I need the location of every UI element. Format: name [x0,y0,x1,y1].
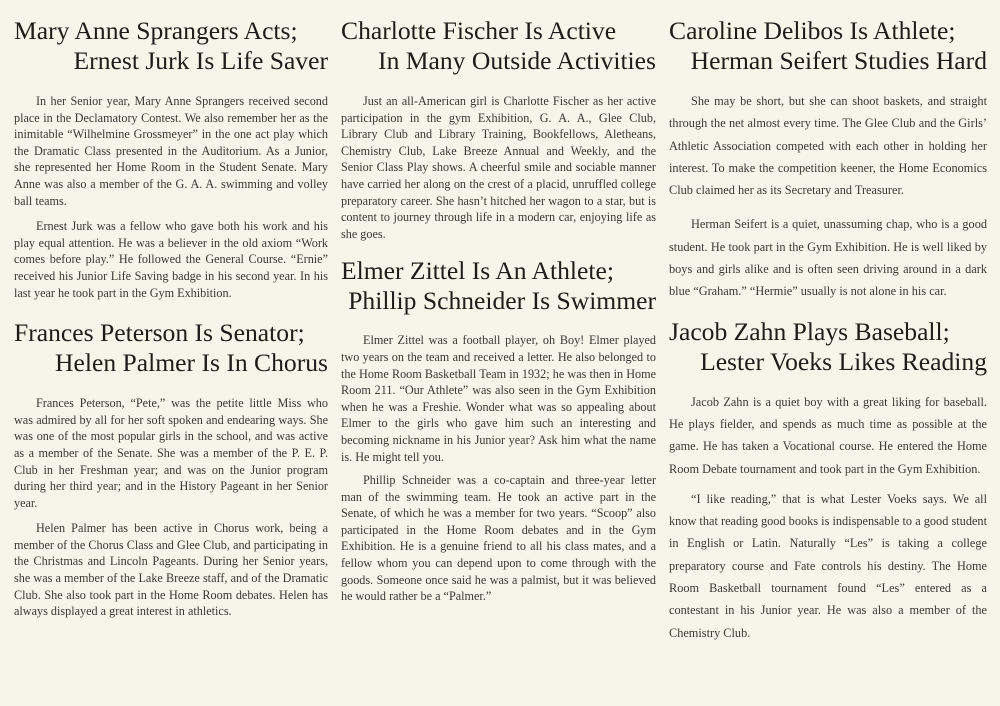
headline [14,16,328,76]
article-fischer [341,16,656,242]
headline-line-2: In Many Outside Activities [378,46,656,75]
paragraph-seifert: Herman Seifert is a quiet, unassuming chap, who is a good student. He took part in the Gym Exhibition. He is well liked by boys and girls alike and is often seen driving around in a dark blue “Graham.” “Hermie” usually is not alone in his car. [669,217,987,299]
headline-line-2: Herman Seifert Studies Hard [690,46,987,75]
paragraph-palmer: Helen Palmer has been active in Chorus work, being a member of the Chorus Class and Glee Club, and participating in the Christmas and Lincoln Pageants. During her Senior years, she was a member of the Lake Breeze staff, and of the Dramatic Club. She also took part in the Home Room debates. Helen has always displayed a great interest in athletics. [14,521,328,619]
column-middle [341,16,656,605]
headline-line-1: Charlotte Fischer Is Active [341,16,617,45]
column-right [669,16,987,644]
headline-line-1: Caroline Delibos Is Athlete; [669,16,956,45]
headline-line-2: Lester Voeks Likes Reading [700,346,987,376]
article-zittel-schneider [341,256,656,605]
headline-line-2: Helen Palmer Is In Chorus [55,348,328,378]
headline-line-1: Jacob Zahn Plays Baseball; [669,316,950,346]
headline [341,16,656,76]
paragraph-fischer: Just an all-American girl is Charlotte Fischer as her active participation in the gym Exhibition, G. A. A., Glee Club, Library Club and Library Training, Bookfellows, Aletheans, Chemistry Club, Lake Breeze Annual and Weekly, and the Senior Class Play shows. A cheerful smile and sociable manner have carried her along on the crest of a placid, unruffled college preparatory career. She hasn’t hitched her wagon to a star, but is content to journey through life in a modern car, enjoying life as she goes. [341,94,656,241]
article-delibos-seifert [669,16,987,303]
headline-line-1: Elmer Zittel Is An Athlete; [341,256,614,286]
headline [669,317,987,377]
headline [14,318,328,378]
headline-line-1: Frances Peterson Is Senator; [14,318,305,348]
paragraph-zittel: Elmer Zittel was a football player, oh Boy! Elmer played two years on the team and received a letter. He also belonged to the Home Room Basketball Team in 1932; he was then in Home Room 211. “Our Athlete” was also seen in the Gym Exhibition when he was a Freshie. Wonder what was so appealing about Elmer to the girls who gave him such an interesting and becoming nickname in his Junior year? Ask him what the name is. He might tell you. [341,333,656,464]
headline-line-1: Mary Anne Sprangers Acts; [14,16,298,45]
headline [341,256,656,316]
article-peterson-palmer [14,318,328,620]
paragraph-sprangers: In her Senior year, Mary Anne Sprangers received second place in the Declamatory Contest. We also remember her as the inimitable “Wilhelmine Grossmeyer” in the one act play which the Dramatic Class presented in the Auditorium. As a Junior, she represented her Home Room in the Student Senate. Mary Anne was also a member of the G. A. A. swimming and volley ball teams. [14,94,328,208]
headline [669,16,987,76]
paragraph-jurk: Ernest Jurk was a fellow who gave both his work and his play equal attention. He was a believer in the old axiom “Work comes before play.” He followed the General Course. “Ernie” received his Junior Life Saving badge in his second year. In his last year he took part in the Gym Exhibition. [14,219,328,300]
column-left [14,16,328,620]
article-zahn-voeks [669,317,987,644]
article-sprangers-jurk [14,16,328,301]
headline-line-2: Phillip Schneider Is Swimmer [348,286,656,316]
headline-line-2: Ernest Jurk Is Life Saver [73,46,328,75]
paragraph-peterson: Frances Peterson, “Pete,” was the petite little Miss who was admired by all for her soft spoken and endearing ways. She was one of the most popular girls in the school, and was active as a member of the Senate. She was a member of the P. E. P. Club in her Freshman year; and was on the Junior program during her third year; and in the History Pageant in her Senior year. [14,396,328,510]
paragraph-voeks: “I like reading,” that is what Lester Voeks says. We all know that reading good books is indispensable to a good student in English or Latin. Naturally “Les” is taking a college preparatory course and Fate controls his destiny. The Home Room Basketball tournament found “Les” entered as a contestant in his Junior year. He was also a member of the Chemistry Club. [669,491,987,640]
paragraph-zahn: Jacob Zahn is a quiet boy with a great liking for baseball. He plays fielder, and spends as much time as possible at the game. He has taken a Vocational course. He entered the Home Room Debate tournament and took part in the Gym Exhibition. [669,394,987,476]
paragraph-delibos: She may be short, but she can shoot baskets, and straight through the net almost every time. The Glee Club and the Girls’ Athletic Association competed with each other in holding her interest. To make the competition keener, the Home Economics Club claimed her as its Secretary and Treasurer. [669,94,987,198]
paragraph-schneider: Phillip Schneider was a co-captain and three-year letter man of the swimming team. He took an active part in the Senate, of which he was a member for two years. “Scoop” also participated in the Home Room debates and in the Gym Exhibition. He is a genuine friend to all his class mates, and a fellow whom you can depend upon to come through with the goods. Someone once said he was a palmist, but it was believed he would rather be a “Palmer.” [341,473,656,604]
